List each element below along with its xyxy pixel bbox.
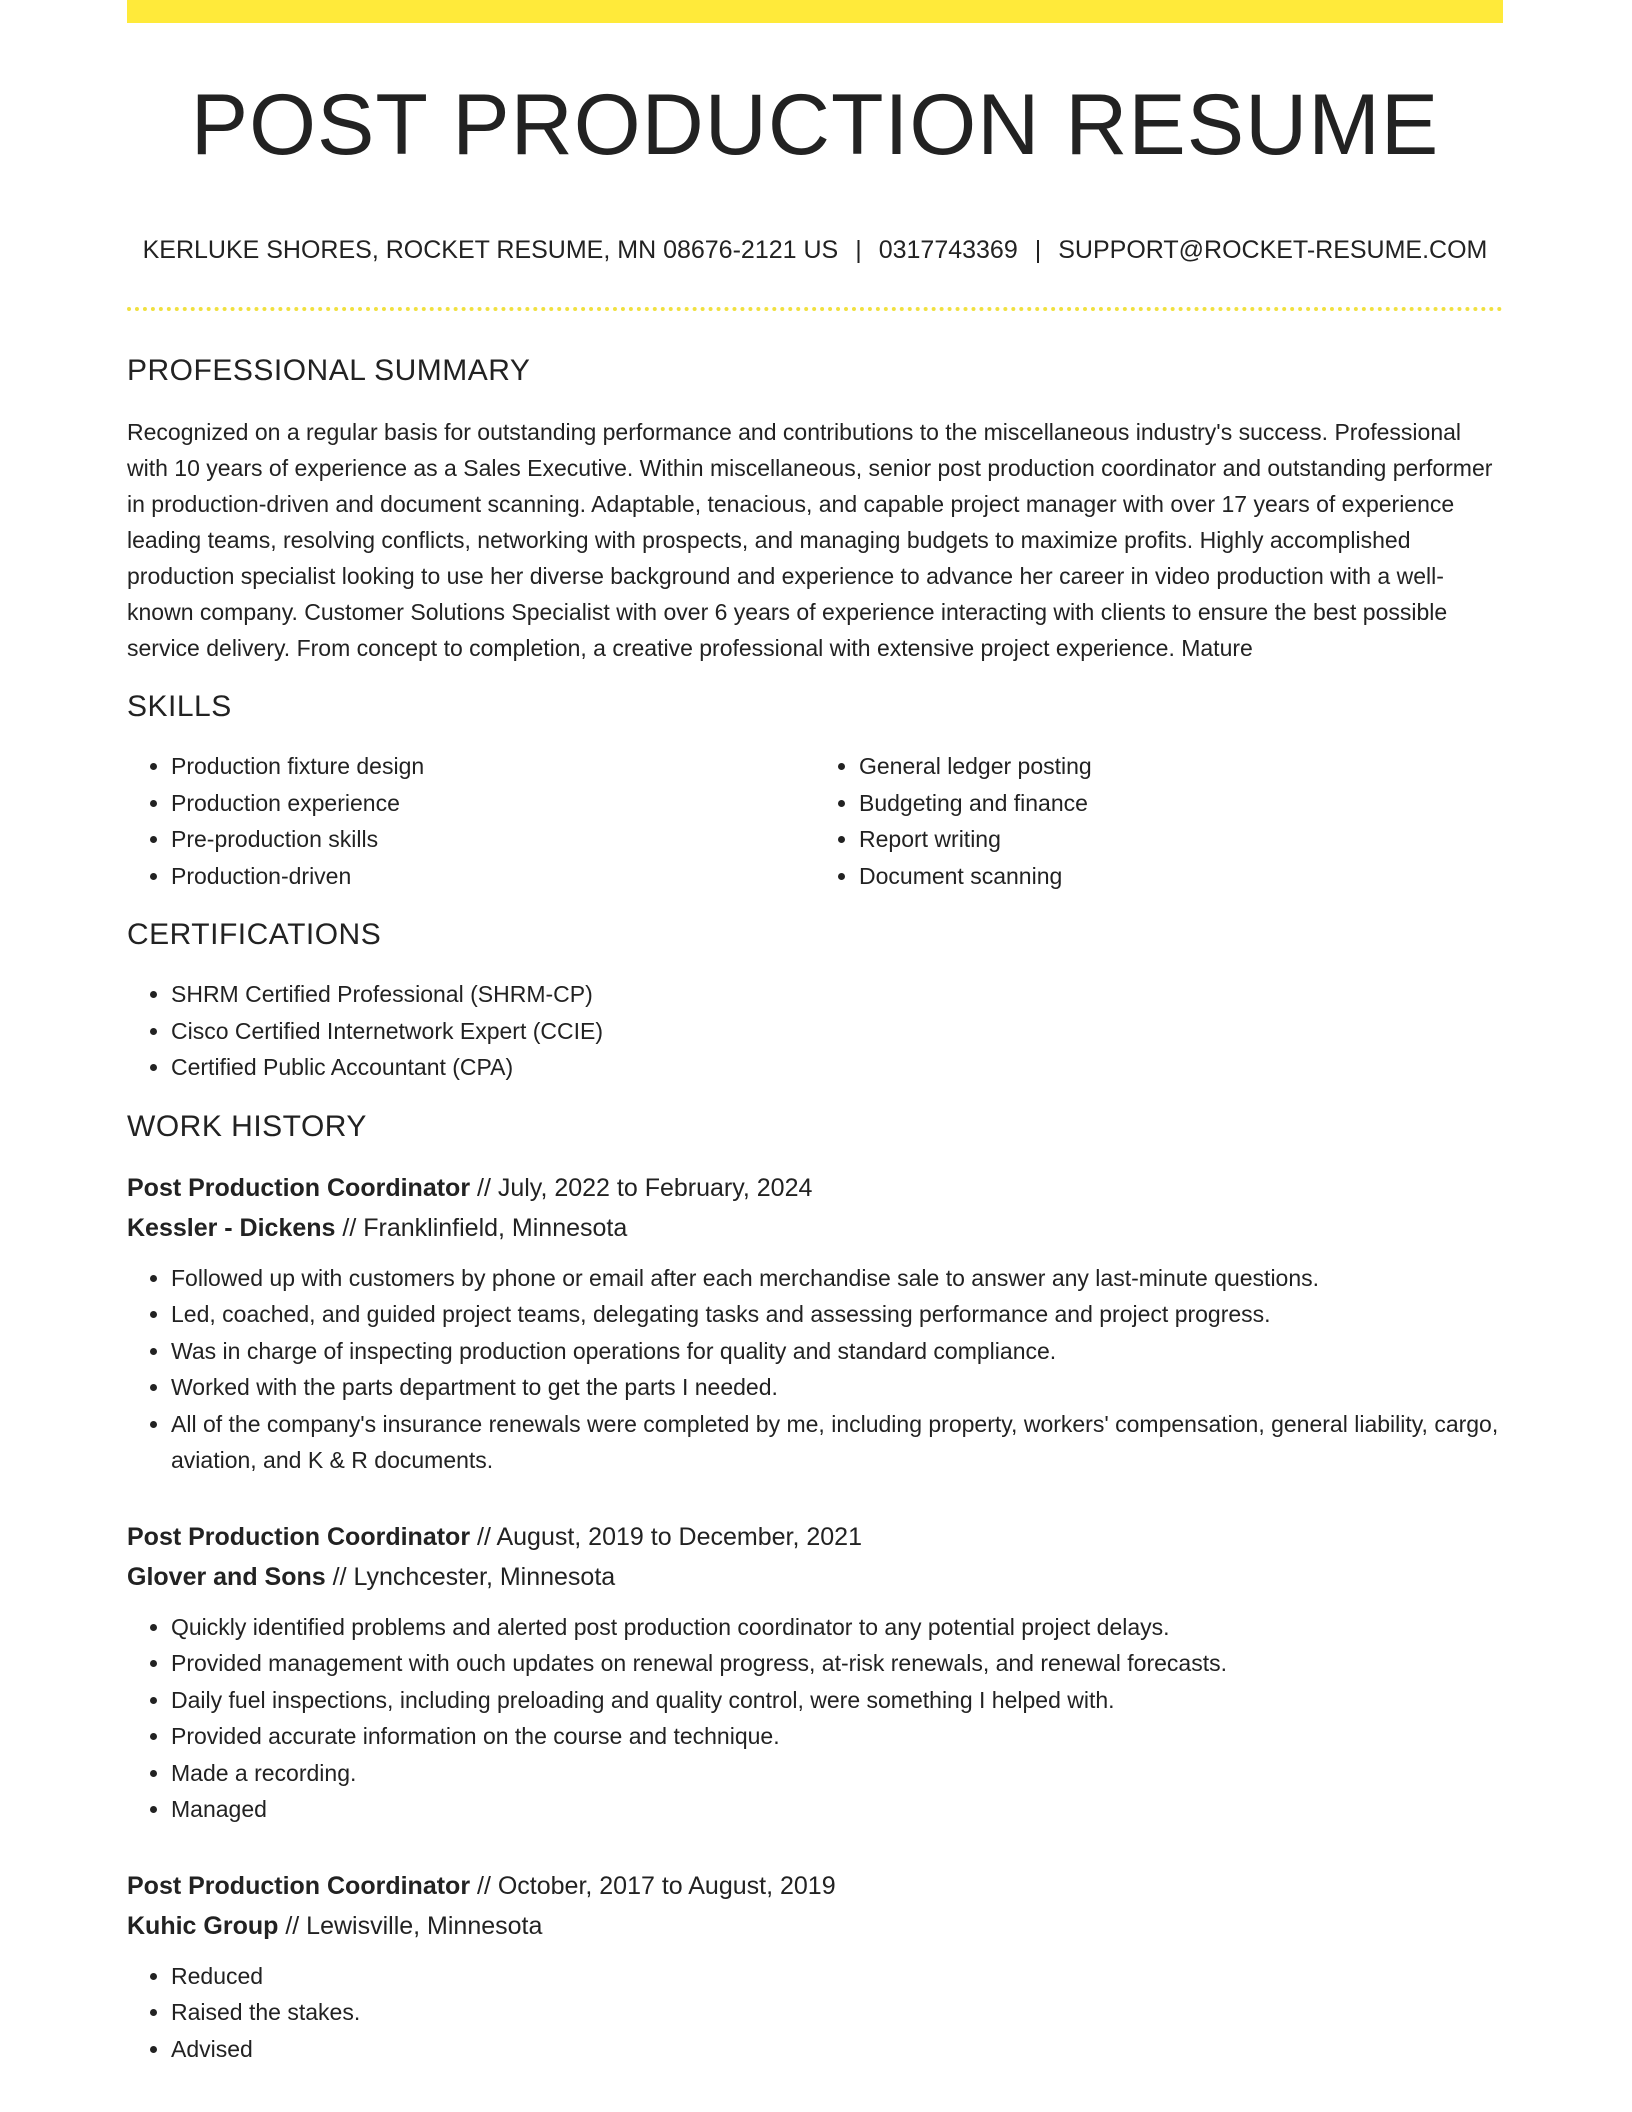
- top-accent-bar: [127, 0, 1503, 23]
- job-title: Post Production Coordinator: [127, 1871, 471, 1900]
- job-bullet: • Worked with the parts department to get the parts I needed.: [171, 1369, 1503, 1406]
- contact-separator: |: [1034, 236, 1042, 264]
- job-bullet: • All of the company's insurance renewals were completed by me, including property, workers' compensation, general liability, cargo, aviation, and K & R documents.: [171, 1406, 1503, 1479]
- skill-item: • Document scanning: [859, 858, 1503, 895]
- job-company: Glover and Sons: [127, 1562, 326, 1591]
- summary-section: [127, 354, 1503, 666]
- certification-item: • SHRM Certified Professional (SHRM-CP): [171, 976, 1503, 1013]
- job-location: // Franklinfield, Minnesota: [342, 1213, 628, 1242]
- job-title-line: [127, 1168, 1503, 1208]
- job-bullet: • Made a recording.: [171, 1755, 1503, 1792]
- job-company: Kessler - Dickens: [127, 1213, 336, 1242]
- job-entry: [127, 1168, 1503, 1479]
- skill-item: • General ledger posting: [859, 748, 1503, 785]
- job-company-line: [127, 1906, 1503, 1946]
- contact-line: [127, 236, 1503, 265]
- section-heading-certifications: CERTIFICATIONS: [127, 918, 382, 951]
- job-title-line: [127, 1517, 1503, 1557]
- phone: 0317743369: [878, 236, 1018, 264]
- skill-item: • Pre-production skills: [171, 821, 815, 858]
- address: KERLUKE SHORES, ROCKET RESUME, MN 08676-2121 US: [142, 236, 839, 264]
- skill-item: • Production-driven: [171, 858, 815, 895]
- job-bullet: • Followed up with customers by phone or email after each merchandise sale to answer any last-minute questions.: [171, 1260, 1503, 1297]
- section-heading-work-history: WORK HISTORY: [127, 1109, 367, 1143]
- skill-item: • Report writing: [859, 821, 1503, 858]
- job-dates: // August, 2019 to December, 2021: [477, 1522, 862, 1551]
- skills-list-right: [815, 748, 1503, 894]
- job-dates: // October, 2017 to August, 2019: [477, 1871, 836, 1900]
- contact-separator: |: [855, 236, 862, 264]
- job-dates: // July, 2022 to February, 2024: [477, 1173, 813, 1202]
- job-bullet: • Provided accurate information on the course and technique.: [171, 1718, 1503, 1755]
- job-bullet: • Led, coached, and guided project teams, delegating tasks and assessing performance and project progress.: [171, 1296, 1503, 1333]
- job-bullet: • Managed: [171, 1791, 1503, 1828]
- skills-columns: [127, 748, 1503, 894]
- section-heading-summary: PROFESSIONAL SUMMARY: [127, 354, 531, 387]
- job-title: Post Production Coordinator: [127, 1522, 471, 1551]
- job-bullets: [127, 1260, 1503, 1479]
- certification-item: • Certified Public Accountant (CPA): [171, 1049, 1503, 1086]
- certifications-list: [127, 976, 1503, 1086]
- job-bullet: • Raised the stakes.: [171, 1994, 1503, 2031]
- job-entry: [127, 1866, 1503, 2068]
- job-bullet: • Daily fuel inspections, including preloading and quality control, were something I helped with.: [171, 1682, 1503, 1719]
- summary-text: Recognized on a regular basis for outstanding performance and contributions to the miscellaneous industry's success. Professional with 10 years of experience as a Sales Executive. Within miscellaneous, senior post production coordinator and outstanding performer in production-driven and document scanning. Adaptable, tenacious, and capable project manager with over 17 years of experience leading teams, resolving conflicts, networking with prospects, and managing budgets to maximize profits. Highly accomplished production specialist looking to use her diverse background and experience to advance her career in video production with a well-known company. Customer Solutions Specialist with over 6 years of experience interacting with clients to ensure the best possible service delivery. From concept to completion, a creative professional with extensive project experience. Mature: [127, 419, 1493, 661]
- job-title: Post Production Coordinator: [127, 1173, 471, 1202]
- job-bullet: • Was in charge of inspecting production operations for quality and standard compliance.: [171, 1333, 1503, 1370]
- dotted-divider: [127, 307, 1503, 311]
- job-bullet: • Reduced: [171, 1958, 1503, 1995]
- job-location: // Lewisville, Minnesota: [285, 1911, 543, 1940]
- skill-item: • Budgeting and finance: [859, 785, 1503, 822]
- job-company-line: [127, 1208, 1503, 1248]
- job-bullet: • Advised: [171, 2031, 1503, 2068]
- skills-list-left: [127, 748, 815, 894]
- job-title-line: [127, 1866, 1503, 1906]
- job-company: Kuhic Group: [127, 1911, 279, 1940]
- certification-item: • Cisco Certified Internetwork Expert (CCIE): [171, 1013, 1503, 1050]
- skill-item: • Production experience: [171, 785, 815, 822]
- skill-item: • Production fixture design: [171, 748, 815, 785]
- job-bullet: • Quickly identified problems and alerted post production coordinator to any potential project delays.: [171, 1609, 1503, 1646]
- work-history-section: [127, 1110, 1503, 2068]
- certifications-section: [127, 918, 1503, 1086]
- skills-section: [127, 690, 1503, 894]
- job-company-line: [127, 1557, 1503, 1597]
- resume-content: [127, 354, 1503, 2067]
- job-location: // Lynchcester, Minnesota: [332, 1562, 616, 1591]
- job-entry: [127, 1517, 1503, 1828]
- section-heading-skills: SKILLS: [127, 690, 232, 723]
- job-bullets: [127, 1958, 1503, 2068]
- email-link[interactable]: SUPPORT@ROCKET-RESUME.COM: [1058, 236, 1488, 264]
- page-title: POST PRODUCTION RESUME: [190, 77, 1440, 173]
- job-bullets: [127, 1609, 1503, 1828]
- job-bullet: • Provided management with ouch updates on renewal progress, at-risk renewals, and renewal forecasts.: [171, 1645, 1503, 1682]
